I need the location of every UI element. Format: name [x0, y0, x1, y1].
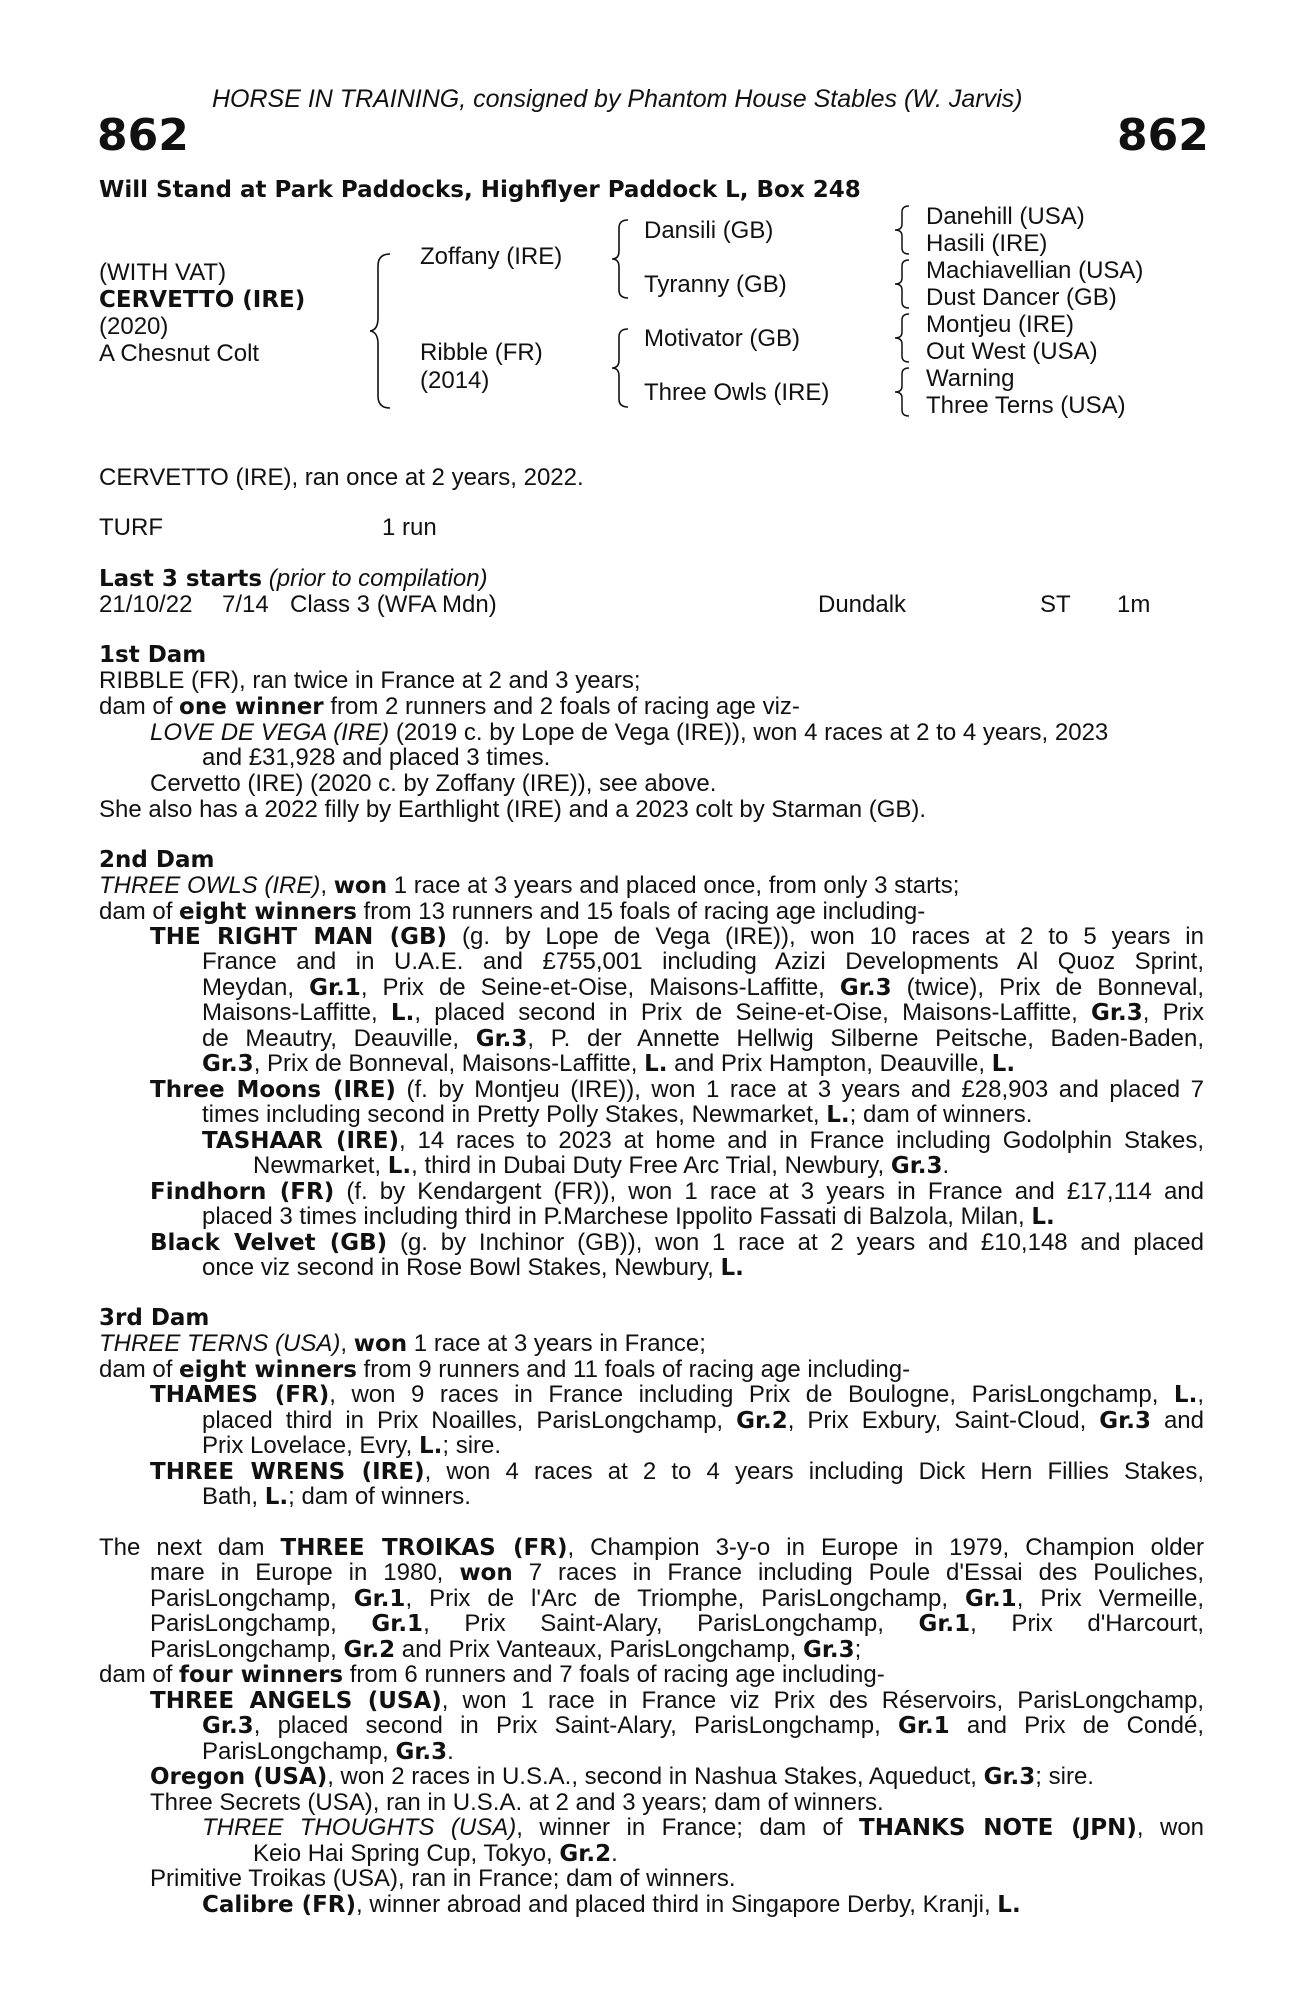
- dam2-grandprogeny-line: TASHAAR (IRE), 14 races to 2023 at home and in France including Godolphin Stakes,: [202, 1127, 1204, 1154]
- next-dam-produce-line: dam of four winners from 6 runners and 7 foals of racing age including-: [99, 1661, 885, 1688]
- lot-number-left: 862: [97, 110, 189, 161]
- pedigree-brace-sire: [612, 218, 636, 300]
- surface-runs: 1 run: [382, 514, 437, 541]
- start-distance: 1m: [1117, 591, 1151, 618]
- dam2-progeny-line: Black Velvet (GB) (g. by Inchinor (GB)), won 1 race at 2 years and £10,148 and placed: [150, 1229, 1204, 1256]
- dam3-progeny-line-cont: Bath, L.; dam of winners.: [202, 1483, 471, 1510]
- next-dam-line-cont: ParisLongchamp, Gr.2 and Prix Vanteaux, ParisLongchamp, Gr.3;: [150, 1636, 862, 1663]
- next-dam-progeny-line: THREE ANGELS (USA), won 1 race in France viz Prix des Réservoirs, ParisLongchamp,: [150, 1687, 1204, 1714]
- horse-year: (2020): [99, 313, 169, 340]
- pedigree-brace-main: [370, 252, 400, 410]
- dam2-grandprogeny-line-cont: Newmarket, L., third in Dubai Duty Free Arc Trial, Newbury, Gr.3.: [253, 1152, 950, 1179]
- consignor-line: HORSE IN TRAINING, consigned by Phantom House Stables (W. Jarvis): [212, 85, 1023, 113]
- dam2-progeny-line-cont: placed 3 times including third in P.Marchese Ippolito Fassati di Balzola, Milan, L.: [202, 1203, 1055, 1230]
- pedigree-g6: Out West (USA): [926, 338, 1098, 365]
- pedigree-sire-dam: Tyranny (GB): [644, 271, 787, 298]
- next-dam-grandprogeny-line: THREE THOUGHTS (USA), winner in France; dam of THANKS NOTE (JPN), won: [202, 1814, 1205, 1841]
- pedigree-dam-year: (2014): [420, 367, 490, 394]
- dam2-progeny-line: Three Moons (IRE) (f. by Montjeu (IRE)), won 1 race at 3 years and £28,903 and placed 7: [150, 1076, 1204, 1103]
- dam2-progeny-line-cont: Maisons-Laffitte, L., placed second in Prix de Seine-et-Oise, Maisons-Laffitte, Gr.3, Prix: [202, 999, 1205, 1026]
- next-dam-progeny-line: Primitive Troikas (USA), ran in France; dam of winners.: [150, 1865, 736, 1892]
- dam2-progeny-line-cont: Meydan, Gr.1, Prix de Seine-et-Oise, Maisons-Laffitte, Gr.3 (twice), Prix de Bonneval,: [202, 974, 1205, 1001]
- dam2-line: THREE OWLS (IRE), won 1 race at 3 years and placed once, from only 3 starts;: [99, 872, 960, 899]
- dam1-progeny-line: LOVE DE VEGA (IRE) (2019 c. by Lope de Vega (IRE)), won 4 races at 2 to 4 years, 2023: [150, 719, 1109, 746]
- start-going: ST: [1040, 591, 1071, 618]
- pedigree-brace-dam: [612, 327, 636, 409]
- pedigree-dam: Ribble (FR): [420, 339, 543, 366]
- dam1-line: RIBBLE (FR), ran twice in France at 2 and 3 years;: [99, 667, 641, 694]
- next-dam-grandprogeny-line-cont: Keio Hai Spring Cup, Tokyo, Gr.2.: [253, 1840, 618, 1867]
- dam1-heading: 1st Dam: [99, 642, 207, 668]
- dam2-heading: 2nd Dam: [99, 847, 215, 873]
- next-dam-grandprogeny-line: Calibre (FR), winner abroad and placed third in Singapore Derby, Kranji, L.: [202, 1891, 1021, 1918]
- dam1-produce-line: dam of one winner from 2 runners and 2 foals of racing age viz-: [99, 693, 800, 720]
- next-dam-progeny-line-cont: Gr.3, placed second in Prix Saint-Alary, ParisLongchamp, Gr.1 and Prix de Condé,: [202, 1712, 1204, 1739]
- pedigree-sire: Zoffany (IRE): [420, 243, 563, 270]
- next-dam-line-cont: ParisLongchamp, Gr.1, Prix Saint-Alary, ParisLongchamp, Gr.1, Prix d'Harcourt,: [150, 1610, 1204, 1637]
- dam2-progeny-line: THE RIGHT MAN (GB) (g. by Lope de Vega (IRE)), won 10 races at 2 to 5 years in: [150, 923, 1204, 950]
- dam3-progeny-line-cont: Prix Lovelace, Evry, L.; sire.: [202, 1432, 502, 1459]
- next-dam-progeny-line: Oregon (USA), won 2 races in U.S.A., second in Nashua Stakes, Aqueduct, Gr.3; sire.: [150, 1763, 1094, 1790]
- dam3-heading: 3rd Dam: [99, 1305, 210, 1331]
- pedigree-g5: Montjeu (IRE): [926, 311, 1075, 338]
- next-dam-line: The next dam THREE TROIKAS (FR), Champion 3-y-o in Europe in 1979, Champion older: [99, 1534, 1204, 1561]
- pedigree-brace-g1: [895, 204, 915, 256]
- dam3-progeny-line: THAMES (FR), won 9 races in France including Prix de Boulogne, ParisLongchamp, L.,: [150, 1381, 1204, 1408]
- start-course: Dundalk: [818, 591, 907, 618]
- pedigree-g8: Three Terns (USA): [926, 392, 1126, 419]
- last-starts-heading: Last 3 starts (prior to compilation): [99, 565, 488, 592]
- dam2-progeny-line-cont: Gr.3, Prix de Bonneval, Maisons-Laffitte, L. and Prix Hampton, Deauville, L.: [202, 1050, 1016, 1077]
- pedigree-brace-g4: [895, 366, 915, 418]
- stand-location: Will Stand at Park Paddocks, Highflyer Paddock L, Box 248: [99, 177, 861, 203]
- dam2-progeny-line-cont: France and in U.A.E. and £755,001 including Azizi Developments Al Quoz Sprint,: [202, 948, 1204, 975]
- dam2-progeny-line-cont: times including second in Pretty Polly Stakes, Newmarket, L.; dam of winners.: [202, 1101, 1033, 1128]
- pedigree-g7: Warning: [926, 365, 1015, 392]
- dam1-progeny-line: Cervetto (IRE) (2020 c. by Zoffany (IRE)), see above.: [150, 770, 717, 797]
- pedigree-g4: Dust Dancer (GB): [926, 284, 1117, 311]
- horse-description: A Chesnut Colt: [99, 340, 260, 367]
- start-race: Class 3 (WFA Mdn): [290, 591, 497, 618]
- dam2-progeny-line-cont: once viz second in Rose Bowl Stakes, Newbury, L.: [202, 1254, 744, 1281]
- pedigree-sire-sire: Dansili (GB): [644, 217, 774, 244]
- dam2-produce-line: dam of eight winners from 13 runners and 15 foals of racing age including-: [99, 898, 926, 925]
- lot-number-right: 862: [1117, 110, 1209, 161]
- next-dam-line-cont: mare in Europe in 1980, won 7 races in France including Poule d'Essai des Pouliches,: [150, 1559, 1204, 1586]
- dam3-progeny-line-cont: placed third in Prix Noailles, ParisLongchamp, Gr.2, Prix Exbury, Saint-Cloud, Gr.3 and: [202, 1407, 1204, 1434]
- race-summary: CERVETTO (IRE), ran once at 2 years, 2022.: [99, 464, 584, 491]
- dam1-note: She also has a 2022 filly by Earthlight (IRE) and a 2023 colt by Starman (GB).: [99, 796, 927, 823]
- dam2-progeny-line: Findhorn (FR) (f. by Kendargent (FR)), won 1 race at 3 years in France and £17,114 and: [150, 1178, 1204, 1205]
- pedigree-brace-g2: [895, 258, 915, 310]
- dam2-progeny-line-cont: de Meautry, Deauville, Gr.3, P. der Annette Hellwig Silberne Peitsche, Baden-Baden,: [202, 1025, 1205, 1052]
- dam1-progeny-line-cont: and £31,928 and placed 3 times.: [202, 744, 551, 771]
- next-dam-progeny-line: Three Secrets (USA), ran in U.S.A. at 2 and 3 years; dam of winners.: [150, 1789, 884, 1816]
- vat-status: (WITH VAT): [99, 259, 227, 286]
- start-date: 21/10/22: [99, 591, 193, 618]
- pedigree-brace-g3: [895, 312, 915, 364]
- next-dam-line-cont: ParisLongchamp, Gr.1, Prix de l'Arc de Triomphe, ParisLongchamp, Gr.1, Prix Vermeille,: [150, 1585, 1204, 1612]
- next-dam-progeny-line-cont: ParisLongchamp, Gr.3.: [202, 1738, 454, 1765]
- pedigree-dam-dam: Three Owls (IRE): [644, 379, 830, 406]
- dam3-progeny-line: THREE WRENS (IRE), won 4 races at 2 to 4 years including Dick Hern Fillies Stakes,: [150, 1458, 1204, 1485]
- dam3-produce-line: dam of eight winners from 9 runners and 11 foals of racing age including-: [99, 1356, 911, 1383]
- start-position: 7/14: [222, 591, 269, 618]
- horse-name: CERVETTO (IRE): [99, 287, 306, 313]
- pedigree-g2: Hasili (IRE): [926, 230, 1048, 257]
- surface-label: TURF: [99, 514, 163, 541]
- dam3-line: THREE TERNS (USA), won 1 race at 3 years in France;: [99, 1330, 706, 1357]
- pedigree-dam-sire: Motivator (GB): [644, 325, 801, 352]
- pedigree-g1: Danehill (USA): [926, 203, 1085, 230]
- pedigree-g3: Machiavellian (USA): [926, 257, 1144, 284]
